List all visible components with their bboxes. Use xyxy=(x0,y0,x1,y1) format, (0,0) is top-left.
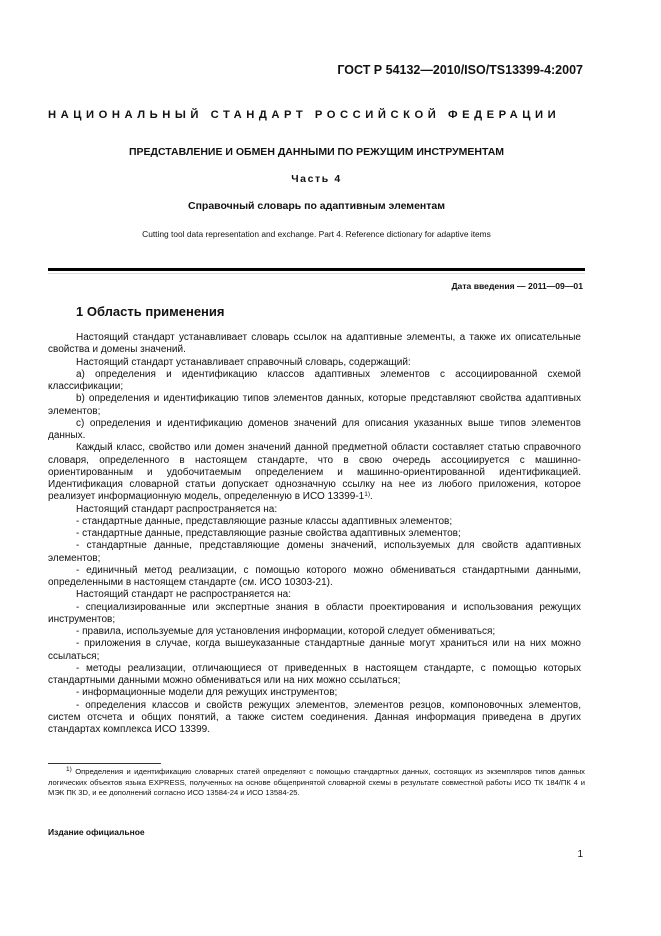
title-divider xyxy=(48,268,585,271)
list-item: - методы реализации, отличающиеся от приведенных в настоящем стандарте, с помощью которых стандартными данными можно обмениваться или на них можно ссылаться; xyxy=(48,662,581,686)
list-item: - стандартные данные, представляющие разные свойства адаптивных элементов; xyxy=(76,528,461,539)
page-number: 1 xyxy=(577,849,583,860)
document-code: ГОСТ Р 54132—2010/ISO/TS13399-4:2007 xyxy=(337,63,583,77)
footnote-body: Определения и идентификацию словарных статей определяют с помощью стандартных данных, состоящих из экземпляров типов данных логических объектов языка EXPRESS, полученных на основе общепринятой словарной схемы в результате совместной работы ИСО ТК 184/ПК 4 и МЭК ПК 3D, и ее дополнений согласно ИСО 13584-24 и ИСО 13584-25. xyxy=(48,767,585,798)
document-subtitle: Справочный словарь по адаптивным элементам xyxy=(187,200,446,212)
section-body xyxy=(48,332,581,736)
footnote-text xyxy=(48,767,585,799)
paragraph: Настоящий стандарт распространяется на: xyxy=(76,503,278,515)
footnote-reference: 1) xyxy=(364,491,371,499)
document-title: ПРЕДСТАВЛЕНИЕ И ОБМЕН ДАННЫМИ ПО РЕЖУЩИМ ИНСТРУМЕНТАМ xyxy=(128,146,505,158)
list-item: - приложения в случае, когда вышеуказанные стандартные данные могут храниться или на них можно ссылаться; xyxy=(48,638,581,662)
paragraph xyxy=(48,442,581,503)
list-item: b) определения и идентификацию типов элементов данных, которые представляют свойства адаптивных элементов; xyxy=(48,393,581,417)
list-item: - правила, используемые для установления информации, которой следует обмениваться; xyxy=(76,626,496,637)
list-item: - единичный метод реализации, с помощью которого можно обмениваться стандартными данными, определенными в настоящем стандарте (см. ИСО 10303-21). xyxy=(48,564,581,588)
paragraph-end: . xyxy=(370,491,373,503)
footnote-divider xyxy=(48,763,161,764)
national-standard-banner: НАЦИОНАЛЬНЫЙ СТАНДАРТ РОССИЙСКОЙ ФЕДЕРАЦИИ xyxy=(48,109,561,121)
list-item: - стандартные данные, представляющие разные классы адаптивных элементов; xyxy=(76,515,453,527)
list-item: - информационные модели для режущих инструментов; xyxy=(76,687,338,699)
list-item: - определения классов и свойств режущих элементов, элементов резцов, компоновочных элементов, систем отсчета и общих понятий, а также систем соединения. Данная информация приведена в других стандартах комплекса ИСО 13399. xyxy=(48,699,581,735)
edition-label: Издание официальное xyxy=(48,827,145,837)
list-item: a) определения и идентификацию классов адаптивных элементов с ассоциированной схемой классификации; xyxy=(48,368,581,392)
english-title: Cutting tool data representation and exchange. Part 4. Reference dictionary for adaptive items xyxy=(142,229,491,239)
paragraph-text: Каждый класс, свойство или домен значений данной предметной области составляет статью справочного словаря, определенного в настоящем стандарте, что в свою очередь ассоциируется с машинно-ориентированным и удобочитаемым определением и машинно-ориентированной идентификацией. Идентификация словарной статьи допускает однозначную ссылку на нее из любого приложения, которое реализует информационную модель, определенную в ИСО 13399-1 xyxy=(48,442,581,503)
title-divider-shadow xyxy=(48,273,585,274)
list-item: - стандартные данные, представляющие домены значений, используемых для свойств адаптивных элементов; xyxy=(48,540,581,564)
introduction-date: Дата введения — 2011—09—01 xyxy=(451,281,583,291)
part-label: Часть 4 xyxy=(291,173,342,185)
paragraph: Настоящий стандарт устанавливает справочный словарь, содержащий: xyxy=(76,356,411,368)
paragraph: Настоящий стандарт устанавливает словарь ссылок на адаптивные элементы, а также их описательные свойства и домены значений. xyxy=(48,332,581,356)
footnote xyxy=(48,767,585,799)
section-heading: 1 Область применения xyxy=(76,304,225,319)
paragraph: Настоящий стандарт не распространяется на: xyxy=(76,589,291,601)
list-item: c) определения и идентификацию доменов значений для описания указанных выше типов элементов данных. xyxy=(48,417,581,441)
list-item: - специализированные или экспертные знания в области проектирования и использования режущих инструментов; xyxy=(48,601,581,625)
footnote-marker: 1) xyxy=(66,766,72,773)
